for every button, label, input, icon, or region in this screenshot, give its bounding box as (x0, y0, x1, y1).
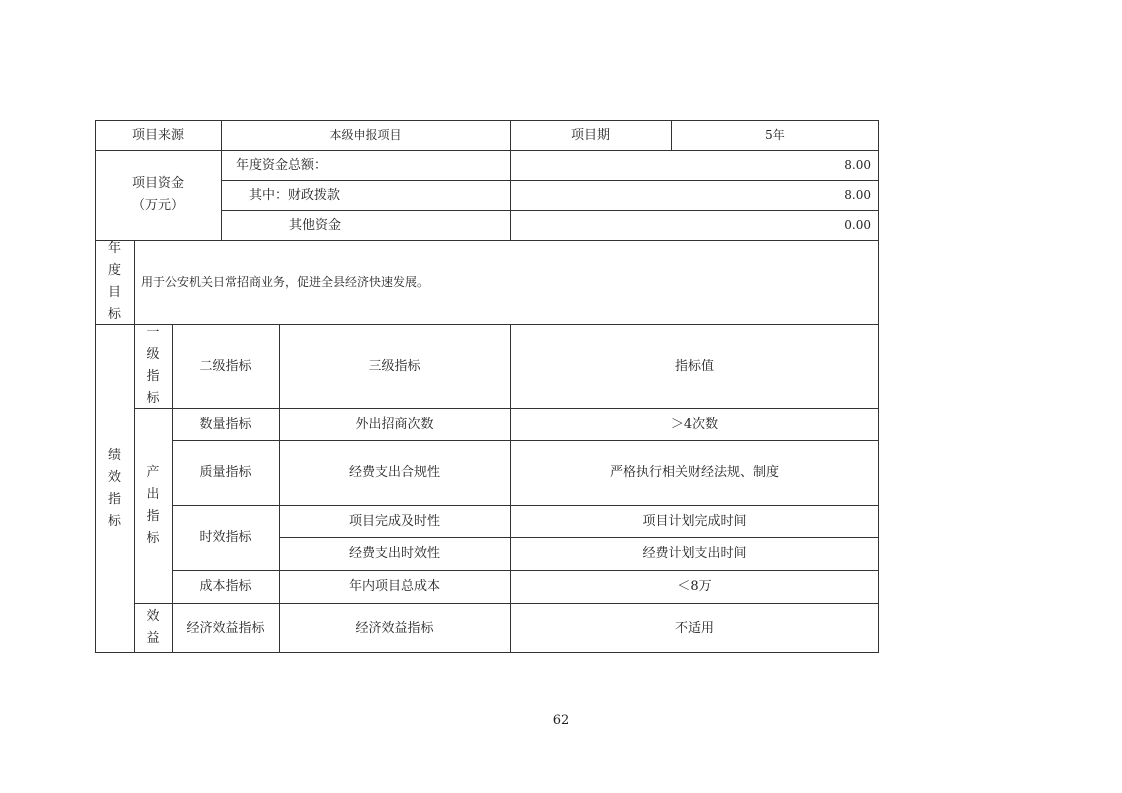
row-quality-level3: 经费支出合规性 (348, 465, 440, 480)
performance-char: 标 (107, 513, 121, 529)
period-value: 5年 (765, 128, 785, 142)
funds-total-value: 8.00 (844, 158, 871, 172)
funds-label (95, 150, 221, 240)
output-char: 指 (146, 508, 160, 524)
annual-goal-char: 标 (107, 307, 121, 322)
performance-char: 指 (107, 491, 121, 507)
funds-fiscal-label: 其中：财政拨款 (249, 187, 341, 203)
row-cost-level2: 成本指标 (199, 579, 252, 594)
funds-other-value: 0.00 (844, 218, 871, 232)
row-economic-value: 不适用 (674, 620, 714, 636)
performance-char: 绩 (107, 447, 121, 463)
row-timeliness-level3-a: 项目完成及时性 (348, 513, 440, 529)
row-quality-level2: 质量指标 (199, 465, 252, 480)
annual-goal-text: 用于公安机关日常招商业务，促进全县经济快速发展。 (141, 275, 430, 289)
row-timeliness-value-a: 项目计划完成时间 (642, 513, 747, 529)
source-label: 项目来源 (131, 127, 184, 143)
level1-char: 标 (146, 391, 160, 406)
row-quantity-level3: 外出招商次数 (355, 416, 434, 432)
funds-label-line1: 项目资金 (131, 176, 184, 191)
level1-char: 级 (146, 347, 160, 362)
funds-label-line2: （万元） (131, 198, 184, 213)
funds-fiscal-value: 8.00 (844, 188, 871, 202)
row-economic-level2: 经济效益指标 (186, 620, 265, 636)
output-char: 出 (146, 486, 160, 502)
level1-char: 指 (146, 369, 160, 384)
row-cost-level3: 年内项目总成本 (348, 579, 440, 594)
row-timeliness-level2: 时效指标 (199, 530, 252, 545)
annual-goal-char: 度 (107, 263, 121, 278)
row-timeliness-value-b: 经费计划支出时间 (642, 546, 747, 561)
funds-total-label: 年度资金总额： (236, 157, 328, 173)
level1-header (134, 324, 172, 408)
value-header: 指标值 (674, 358, 714, 374)
annual-goal-char: 年 (107, 241, 121, 256)
output-char: 产 (146, 464, 160, 480)
level2-header: 二级指标 (199, 358, 252, 374)
row-timeliness-level3-b: 经费支出时效性 (348, 546, 440, 561)
row-cost-value: ＜8万 (677, 579, 712, 594)
row-quality-value: 严格执行相关财经法规、制度 (609, 465, 779, 480)
output-char: 标 (146, 530, 160, 546)
level3-header: 三级指标 (368, 358, 421, 374)
performance-label (95, 324, 134, 653)
funds-other-label: 其他资金 (289, 217, 342, 233)
page-number: 62 (552, 713, 570, 728)
benefit-char: 益 (146, 631, 160, 646)
benefit-char: 效 (146, 609, 160, 624)
annual-goal-label (95, 240, 134, 324)
row-quantity-value: ＞4次数 (670, 416, 719, 432)
performance-char: 效 (107, 469, 121, 485)
row-quantity-level2: 数量指标 (199, 416, 252, 432)
period-label: 项目期 (570, 127, 610, 143)
row-economic-level3: 经济效益指标 (355, 620, 434, 636)
level1-char: 一 (146, 325, 160, 340)
output-indicator-label (134, 408, 172, 603)
annual-goal-char: 目 (107, 285, 121, 300)
benefit-indicator-label (134, 603, 172, 653)
source-value: 本级申报项目 (329, 128, 402, 142)
